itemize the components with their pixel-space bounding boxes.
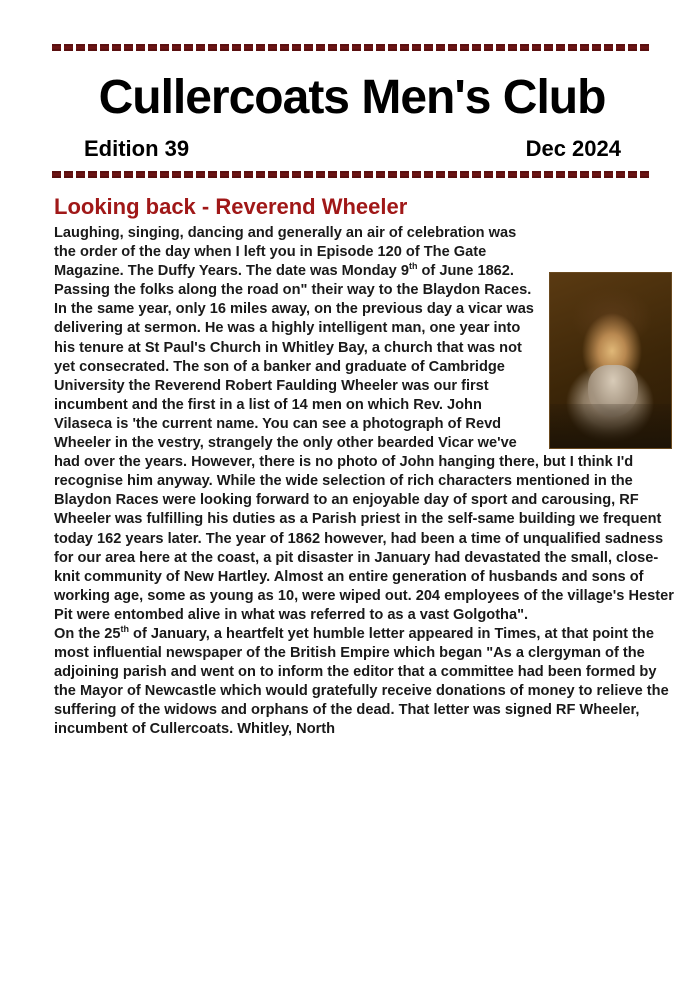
article-body — [54, 224, 674, 740]
edition-number: Edition 39 — [84, 136, 190, 161]
portrait-photo-icon — [549, 272, 672, 449]
masthead-bottom-rule — [52, 171, 652, 178]
edition-date: Dec 2024 — [525, 136, 621, 161]
masthead-top-rule — [52, 44, 652, 51]
masthead-title: Cullercoats Men's Club — [98, 71, 606, 124]
article-paragraph-2: On the 25th of January, a heartfelt yet humble letter appeared in Times, at that point the most influential newspaper of the British Empire which began "As a clergyman of the adjoining parish and went on to inform the editor that a committee had been formed by the Mayor of Newcastle which would gratefully receive donations of money to relieve the suffering of the widows and orphans of the dead. That letter was signed RF Wheeler, incumbent of Cullercoats. Whitley, North — [54, 624, 669, 738]
article-heading: Looking back - Reverend Wheeler — [54, 194, 408, 219]
article-paragraph-1: Laughing, singing, dancing and generally an air of celebration was the order of the day when I left you in Episode 120 of The Gate Magazine. The Duffy Years. The date was Monday 9th of June 1862. Passing the folks along the road on" their way to the Blaydon Races. In the same year, only 16 miles away, on the previous day a vicar was delivering at sermon. He was a highly intelligent man, one year into his tenure at St Paul's Church in Whitley Bay, a church that was not yet consecrated. The son of a banker and graduate of Cambridge University the Reverend Robert Faulding Wheeler was our first incumbent and the first in a list of 14 men on which Rev. John Vilaseca is 'the current name. You can see a photograph of Revd Wheeler in the vestry, strangely the only other bearded Vicar we've had over the years. However, there is no photo of John hanging there, but I think I'd recognise him anyway. While the wide selection of rich characters mentioned in the Blaydon Races were looking forward to an enjoyable day of sport and carousing, RF Wheeler was fulfilling his duties as a Parish priest in the self-same building we frequent today 162 years later. The year of 1862 however, had been a time of unqualified sadness for our area here at the coast, a pit disaster in January had devastated the small, close-knit community of New Hartley. Almost an entire generation of husbands and sons of working age, some as young as 10, were wiped out. 204 employees of the village's Hester Pit were entombed alive in what was referred to as a vast Golgotha". — [54, 225, 674, 623]
portrait-coat — [550, 404, 671, 448]
